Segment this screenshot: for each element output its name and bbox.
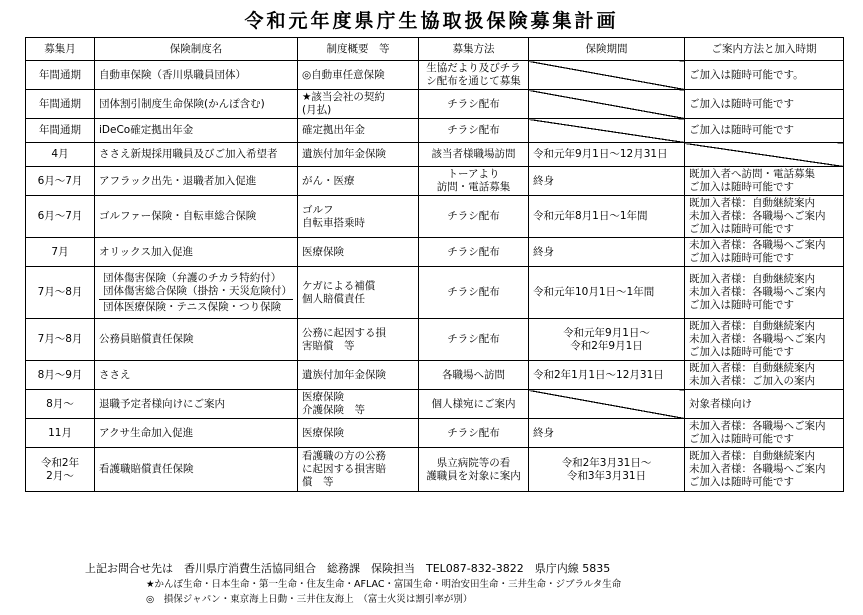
cell-guide	[685, 196, 844, 238]
period-line: 終身	[533, 174, 554, 187]
cell-month	[26, 267, 95, 319]
cell-summary	[298, 419, 419, 448]
cell-month	[26, 196, 95, 238]
method-line: 該当者様職場訪問	[431, 148, 516, 160]
cell-period	[529, 267, 685, 319]
cell-name	[95, 267, 298, 319]
cell-summary	[298, 238, 419, 267]
cell-name	[95, 143, 298, 167]
guide-line: ご加入は随時可能です	[689, 97, 794, 110]
cell-month	[26, 238, 95, 267]
guide-line: ご加入は随時可能です	[689, 346, 794, 358]
guide-line: 未加入者様：各職場へご案内	[689, 420, 826, 432]
summary-line: ゴルフ	[302, 203, 334, 216]
period-line: 終身	[533, 245, 554, 258]
cell-guide	[685, 390, 844, 419]
cell-method	[419, 238, 529, 267]
cell-period	[529, 448, 685, 492]
summary-line: 自転車搭乗時	[302, 216, 365, 229]
method-line: チラシ配布	[447, 333, 500, 345]
name-line: 公務員賠償責任保険	[99, 333, 194, 345]
cell-name	[95, 390, 298, 419]
page-title: 令和元年度県庁生協取扱保険募集計画	[244, 10, 619, 32]
month-line: 7月～8月	[37, 333, 83, 345]
guide-line: ご加入は随時可能です	[689, 252, 794, 264]
name-group-top	[99, 271, 293, 300]
summary-line: 個人賠償責任	[302, 292, 365, 305]
summary-line: 償 等	[302, 476, 334, 488]
method-line: 個人様宛にご案内	[431, 397, 516, 410]
cell-method	[419, 167, 529, 196]
summary-line: 医療保険	[302, 426, 344, 439]
cell-guide	[685, 143, 844, 167]
contact-note: 上記お問合せ先は 香川県庁消費生活協同組合 総務課 保険担当 TEL087-832-3822 県庁内線 5835	[85, 562, 611, 575]
cell-guide	[685, 119, 844, 143]
cell-summary	[298, 119, 419, 143]
guide-line: 対象者様向け	[689, 397, 752, 410]
cell-summary	[298, 143, 419, 167]
summary-line: 介護保険 等	[302, 404, 365, 416]
method-line: チラシ配布	[447, 210, 500, 222]
cell-guide	[685, 419, 844, 448]
table-row	[26, 448, 844, 492]
guide-line: 既加入者様：自動継続案内	[689, 320, 815, 332]
cell-guide	[685, 448, 844, 492]
cell-period	[529, 90, 685, 119]
name-line: iDeCo確定拠出年金	[99, 124, 194, 136]
method-line: チラシ配布	[447, 426, 500, 439]
guide-line: 既加入者様：自動継続案内	[689, 197, 815, 209]
period-line: 令和元年9月1日～12月31日	[533, 148, 668, 160]
name_bottom-line: 団体医療保険・テニス保険・つり保険	[103, 300, 282, 313]
cell-name	[95, 319, 298, 361]
method-line: 各職場へ訪問	[442, 368, 505, 381]
summary-line: ケガによる補償	[302, 279, 376, 292]
cell-month	[26, 61, 95, 90]
month-line: 8月～9月	[37, 368, 83, 381]
cell-month	[26, 143, 95, 167]
column-header-method: 募集方法	[419, 38, 529, 61]
cell-guide	[685, 167, 844, 196]
guide-line: 未加入者様：各職場へご案内	[689, 286, 826, 298]
name-line: 団体割引制度生命保険(かんぽ含む)	[99, 97, 265, 110]
cell-name	[95, 119, 298, 143]
cell-method	[419, 361, 529, 390]
non-life-insurers-note: ◎ 損保ジャパン・東京海上日動・三井住友海上 （富士火災は割引率が別）	[146, 594, 473, 605]
cell-guide	[685, 238, 844, 267]
table-row	[26, 167, 844, 196]
cell-name	[95, 448, 298, 492]
name_top-line: 団体傷害総合保険（掛捨・天災危険付）	[103, 284, 292, 297]
method-line: 訪問・電話募集	[436, 181, 511, 193]
cell-method	[419, 196, 529, 238]
cell-month	[26, 390, 95, 419]
cell-summary	[298, 90, 419, 119]
period-line: 令和元年10月1日～1年間	[533, 286, 655, 298]
cell-name	[95, 238, 298, 267]
name-line: 看護職賠償責任保険	[99, 463, 194, 475]
summary-line: 看護職の方の公務	[302, 450, 386, 462]
month-line: 6月～7月	[37, 210, 83, 222]
summary-line: 遺族付加年金保険	[302, 368, 386, 381]
table-row	[26, 196, 844, 238]
cell-month	[26, 448, 95, 492]
month-line: 6月～7月	[37, 174, 83, 187]
cell-summary	[298, 390, 419, 419]
month-line: 4月	[51, 148, 69, 160]
cell-summary	[298, 61, 419, 90]
name-line: アフラック出先・退職者加入促進	[99, 174, 257, 187]
name-group-bottom	[99, 300, 293, 315]
cell-summary	[298, 196, 419, 238]
cell-month	[26, 419, 95, 448]
summary-line: 公務に起因する損	[302, 326, 386, 339]
name-line: 退職予定者様向けにご案内	[99, 397, 225, 410]
column-header-period: 保険期間	[529, 38, 685, 61]
period-line: 令和元年8月1日～1年間	[533, 210, 648, 222]
cell-guide	[685, 61, 844, 90]
summary-line: 医療保険	[302, 391, 344, 403]
column-header-plan-name: 保険制度名	[95, 38, 298, 61]
cell-month	[26, 361, 95, 390]
cell-name	[95, 167, 298, 196]
guide-line: 未加入者様：ご加入の案内	[689, 375, 815, 387]
name_top-line: 団体傷害保険（弁護のチカラ特約付）	[103, 271, 282, 284]
cell-month	[26, 119, 95, 143]
month-line: 年間通期	[39, 124, 81, 136]
table-row	[26, 267, 844, 319]
cell-period	[529, 196, 685, 238]
month-line: 年間通期	[39, 68, 81, 81]
insurance-plan-table	[25, 37, 844, 492]
method-line: チラシ配布	[447, 245, 500, 258]
month-line: 8月～	[46, 397, 74, 410]
cell-month	[26, 167, 95, 196]
guide-line: ご加入は随時可能です	[689, 476, 794, 488]
method-line: 生協だより及びチラ	[426, 62, 521, 74]
method-line: 護職員を対象に案内	[426, 469, 521, 482]
cell-month	[26, 90, 95, 119]
name-line: アクサ生命加入促進	[99, 426, 194, 439]
cell-name	[95, 419, 298, 448]
cell-method	[419, 319, 529, 361]
summary-line: 遺族付加年金保険	[302, 148, 386, 160]
period-line: 令和2年9月1日	[570, 339, 643, 352]
table-row	[26, 319, 844, 361]
summary-line: 医療保険	[302, 245, 344, 258]
summary-line: に起因する損害賠	[302, 463, 386, 475]
cell-name	[95, 196, 298, 238]
method-line: シ配布を通じて募集	[426, 75, 521, 87]
table-row	[26, 419, 844, 448]
cell-period	[529, 319, 685, 361]
guide-line: ご加入は随時可能です	[689, 299, 794, 311]
cell-summary	[298, 319, 419, 361]
name-line: 自動車保険（香川県職員団体）	[99, 68, 246, 81]
cell-period	[529, 238, 685, 267]
cell-method	[419, 90, 529, 119]
cell-method	[419, 448, 529, 492]
cell-month	[26, 319, 95, 361]
summary-line: 害賠償 等	[302, 339, 355, 352]
cell-method	[419, 143, 529, 167]
name-line: ささえ新規採用職員及びご加入希望者	[99, 148, 278, 160]
table-row	[26, 143, 844, 167]
month-line: 年間通期	[39, 97, 81, 110]
month-line: 令和2年	[40, 456, 80, 469]
cell-method	[419, 119, 529, 143]
table-row	[26, 390, 844, 419]
cell-period	[529, 119, 685, 143]
column-header-guide: ご案内方法と加入時期	[685, 38, 844, 61]
cell-period	[529, 143, 685, 167]
cell-period	[529, 61, 685, 90]
period-line: 令和2年3月31日～	[561, 456, 652, 469]
month-line: 7月～8月	[37, 286, 83, 298]
cell-method	[419, 267, 529, 319]
column-header-summary: 制度概要 等	[298, 38, 419, 61]
guide-line: 既加入者様：自動継続案内	[689, 450, 815, 462]
cell-guide	[685, 267, 844, 319]
period-line: 令和3年3月31日	[566, 469, 647, 482]
method-line: チラシ配布	[447, 124, 500, 136]
name-line: ささえ	[99, 368, 131, 381]
summary-line: 確定拠出年金	[302, 124, 365, 136]
cell-summary	[298, 267, 419, 319]
summary-line: ◎自動車任意保険	[302, 68, 385, 81]
table-row	[26, 90, 844, 119]
period-line: 令和2年1月1日～12月31日	[533, 368, 664, 381]
life-insurers-note: ★かんぽ生命・日本生命・第一生命・住友生命・AFLAC・富国生命・明治安田生命・三井生命・ジブラルタ生命	[146, 579, 622, 590]
table-row	[26, 361, 844, 390]
period-line: 令和元年9月1日～	[563, 326, 650, 339]
cell-period	[529, 167, 685, 196]
cell-summary	[298, 448, 419, 492]
method-line: チラシ配布	[447, 97, 500, 110]
summary-line: がん・医療	[302, 174, 355, 187]
method-line: チラシ配布	[447, 286, 500, 298]
guide-line: ご加入は随時可能です	[689, 124, 794, 136]
table-header-row	[26, 38, 844, 61]
cell-period	[529, 361, 685, 390]
cell-name	[95, 90, 298, 119]
cell-summary	[298, 361, 419, 390]
cell-guide	[685, 90, 844, 119]
guide-line: ご加入は随時可能です。	[689, 68, 804, 81]
guide-line: 未加入者様：各職場へご案内	[689, 463, 826, 475]
cell-guide	[685, 361, 844, 390]
cell-method	[419, 390, 529, 419]
name-line: ゴルファー保険・自転車総合保険	[99, 210, 257, 222]
guide-line: ご加入は随時可能です	[689, 181, 794, 193]
guide-line: ご加入は随時可能です	[689, 223, 794, 235]
guide-line: 既加入者様：自動継続案内	[689, 273, 815, 285]
cell-period	[529, 419, 685, 448]
cell-name	[95, 361, 298, 390]
guide-line: 既加入者様：自動継続案内	[689, 362, 815, 374]
cell-summary	[298, 167, 419, 196]
guide-line: 未加入者様：各職場へご案内	[689, 210, 826, 222]
guide-line: 未加入者様：各職場へご案内	[689, 333, 826, 345]
month-line: 7月	[51, 245, 69, 258]
month-line: 11月	[48, 426, 72, 439]
period-line: 終身	[533, 426, 554, 439]
summary-line: (月払)	[302, 104, 332, 116]
cell-period	[529, 390, 685, 419]
cell-guide	[685, 319, 844, 361]
guide-line: 未加入者様：各職場へご案内	[689, 239, 826, 251]
cell-method	[419, 419, 529, 448]
table-row	[26, 238, 844, 267]
table-row	[26, 61, 844, 90]
month-line: 2月～	[46, 469, 74, 482]
guide-line: ご加入は随時可能です	[689, 433, 794, 445]
cell-name	[95, 61, 298, 90]
guide-line: 既加入者へ訪問・電話募集	[689, 168, 815, 180]
cell-method	[419, 61, 529, 90]
name-line: オリックス加入促進	[99, 245, 193, 258]
summary-line: ★該当会社の契約	[302, 91, 385, 103]
method-line: 県立病院等の看	[436, 456, 511, 469]
column-header-month: 募集月	[26, 38, 95, 61]
method-line: トーアより	[447, 168, 500, 180]
table-row	[26, 119, 844, 143]
